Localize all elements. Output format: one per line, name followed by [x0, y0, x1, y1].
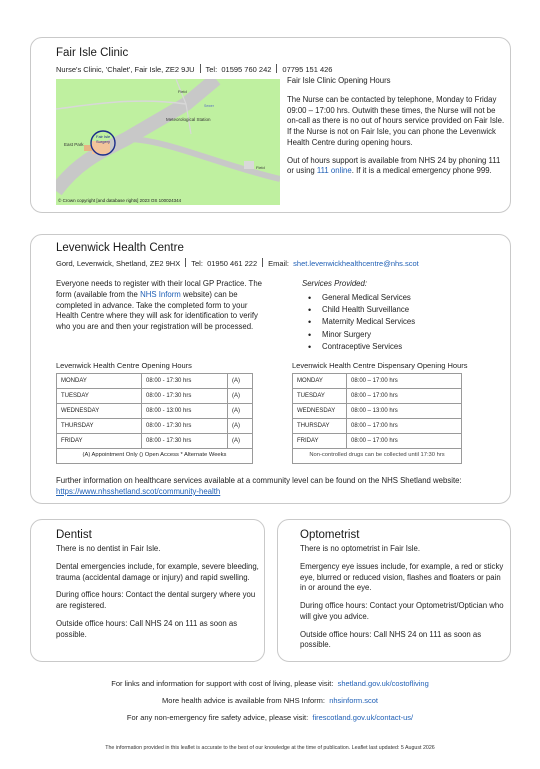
dispensary-note: Non-controlled drugs can be collected until 17:30 hrs [293, 449, 462, 464]
nhs-inform-link[interactable]: NHS Inform [140, 289, 181, 299]
fair-isle-address: Nurse's Clinic, 'Chalet', Fair Isle, ZE2 9JU [56, 65, 195, 74]
map-building [244, 161, 254, 169]
table-cell-day: TUESDAY [57, 389, 142, 404]
optometrist-title: Optometrist [300, 529, 360, 541]
dentist-para: Outside office hours: Call NHS 24 on 111 as soon as possible. [56, 618, 238, 639]
para-text: Everyone needs to register with their local GP Practice. The form (available from the [56, 279, 262, 299]
table-cell-time: 08:00 - 17:30 hrs [142, 419, 228, 434]
dispensary-hours-block [292, 361, 468, 464]
para-text: Out of hours support is available from NHS 24 by phoning 111 or using [287, 155, 501, 176]
table-cell-type: (A) [228, 434, 253, 449]
map-road [56, 79, 216, 191]
dentist-para: There is no dentist in Fair Isle. [56, 544, 161, 553]
footer-text: For links and information for support with cost of living, please visit: [111, 679, 334, 688]
map-graphic [56, 79, 280, 205]
nhsinform-link[interactable]: nhsinform.scot [329, 696, 378, 705]
table-footer-row [57, 449, 253, 464]
levenwick-title: Levenwick Health Centre [56, 242, 184, 254]
levenwick-contact-line [56, 258, 419, 269]
optometrist-body [300, 544, 507, 651]
fair-isle-hours-text [287, 76, 507, 177]
table-cell-day: THURSDAY [293, 419, 347, 434]
table-cell-type: (A) [228, 389, 253, 404]
para-text: website) can be completed in advance. Take the completed form to your Health Centre where they will ask for identification to verify who you are and then your registration will be processed. [56, 289, 258, 331]
dentist-para: During office hours: Contact the dental surgery where you are registered. [56, 590, 256, 610]
divider [276, 64, 277, 73]
table-cell-day: WEDNESDAY [57, 404, 142, 419]
cost-of-living-link[interactable]: shetland.gov.uk/costofliving [337, 679, 429, 688]
table-cell-type: (A) [228, 374, 253, 389]
table-row [293, 389, 462, 404]
fair-isle-hours-heading: Fair Isle Clinic Opening Hours [287, 76, 391, 85]
footer-cost-of-living-line [0, 679, 540, 689]
table-row [57, 404, 253, 419]
service-item: • Contraceptive Services [302, 342, 502, 353]
opening-hours-block [56, 361, 253, 464]
dentist-card [30, 519, 265, 662]
services-section [302, 279, 502, 354]
services-list [302, 293, 502, 353]
table-cell-time: 08:00 – 17:00 hrs [347, 374, 462, 389]
table-cell-time: 08:00 - 17:30 hrs [142, 389, 228, 404]
para-text: Further information on healthcare services available at a community level can be found on the NHS Shetland website: [56, 476, 462, 485]
table-cell-time: 08:00 – 13:00 hrs [347, 404, 462, 419]
map-road [126, 139, 280, 179]
opening-hours-title: Levenwick Health Centre Opening Hours [56, 361, 192, 370]
divider [185, 258, 186, 267]
dispensary-hours-table [292, 373, 462, 464]
map-copyright: © Crown copyright [and database rights] 2023 OS 100024344 [58, 197, 182, 203]
optometrist-para: Outside office hours: Call NHS 24 on 111 as soon as possible. [300, 629, 482, 650]
table-row [57, 434, 253, 449]
table-cell-day: TUESDAY [293, 389, 347, 404]
dentist-title: Dentist [56, 529, 92, 541]
further-info-text [56, 476, 506, 498]
levenwick-email-label: Email: [268, 259, 289, 268]
fair-isle-para-2 [287, 156, 507, 178]
table-cell-day: THURSDAY [57, 419, 142, 434]
table-row [293, 419, 462, 434]
table-cell-time: 08:00 – 17:00 hrs [347, 389, 462, 404]
table-footer-row [293, 449, 462, 464]
table-cell-day: FRIDAY [293, 434, 347, 449]
map-label-east-park: East Park [64, 142, 84, 147]
table-row [293, 374, 462, 389]
fair-isle-tel-label: Tel: [205, 65, 218, 74]
services-heading: Services Provided: [302, 279, 368, 288]
footer-text: For any non-emergency fire safety advice, please visit: [126, 713, 309, 722]
divider [262, 258, 263, 267]
optometrist-card [277, 519, 511, 662]
levenwick-email-link[interactable]: shet.levenwickhealthcentre@nhs.scot [293, 259, 419, 268]
table-row [293, 434, 462, 449]
fair-isle-tel-2: 07795 151 426 [282, 65, 333, 74]
service-item: • General Medical Services [302, 293, 502, 304]
nhs-shetland-community-health-link[interactable]: https://www.nhsshetland.scot/community-health [56, 486, 221, 496]
table-cell-time: 08:00 - 13:00 hrs [142, 404, 228, 419]
footer-disclaimer: The information provided in this leaflet is accurate to the best of our knowledge at the time of publication. Leaflet last updated: 5 August 2026 [105, 745, 435, 751]
dentist-body [56, 544, 261, 640]
service-item: • Minor Surgery [302, 330, 502, 341]
table-cell-day: FRIDAY [57, 434, 142, 449]
map-label-sewer: Sewer [204, 104, 214, 108]
table-cell-type: (A) [228, 419, 253, 434]
service-item: • Maternity Medical Services [302, 317, 502, 328]
footer-text: More health advice is available from NHS Inform: [162, 696, 326, 705]
para-text: . If it is a medical emergency phone 999. [351, 166, 492, 176]
fair-isle-para-1: The Nurse can be contacted by telephone, Monday to Friday 09:00 – 17:00 hrs. Outwith these times, the Nurse will not be on-call as there is no out of hours service provided on Fair Isle. If the Nurse is not on Fair Isle, you can phone the Levenwick Health Centre during opening hours. [287, 94, 505, 147]
fair-isle-map [56, 79, 280, 205]
levenwick-tel: 01950 461 222 [207, 259, 258, 268]
111-online-link[interactable]: 111 online [316, 166, 352, 176]
footer-fire-safety-line [0, 713, 540, 723]
table-cell-day: MONDAY [293, 374, 347, 389]
fair-isle-tel: 01595 760 242 [221, 65, 272, 74]
dispensary-hours-title: Levenwick Health Centre Dispensary Opening Hours [292, 361, 468, 370]
service-item: • Child Health Surveillance [302, 305, 502, 316]
table-cell-type: (A) [228, 404, 253, 419]
opening-hours-table [56, 373, 253, 464]
table-row [57, 374, 253, 389]
levenwick-health-centre-card [30, 234, 511, 504]
divider [200, 64, 201, 73]
fair-isle-clinic-card [30, 37, 511, 213]
table-row [293, 404, 462, 419]
table-cell-time: 08:00 – 17:00 hrs [347, 434, 462, 449]
table-cell-time: 08:00 – 17:00 hrs [347, 419, 462, 434]
table-cell-time: 08:00 - 17:30 hrs [142, 374, 228, 389]
levenwick-address: Gord, Levenwick, Shetland, ZE2 9HX [56, 259, 181, 268]
map-label-surgery: Fair Isle Surgery [96, 134, 111, 144]
footer-nhs-inform-line [0, 696, 540, 706]
opening-hours-key: (A) Appointment Only () Open Access * Alternate Weeks [57, 449, 253, 464]
optometrist-para: During office hours: Contact your Optometrist/Optician who will give you advice. [300, 601, 504, 621]
map-label-field: Field [178, 89, 187, 94]
dentist-para: Dental emergencies include, for example, severe bleeding, trauma (accidental damage or injury) and rapid swelling. [56, 561, 259, 582]
map-label-meteorological-station: Meteorological Station [166, 117, 211, 122]
fire-scotland-link[interactable]: firescotland.gov.uk/contact-us/ [312, 713, 414, 722]
table-cell-day: MONDAY [57, 374, 142, 389]
registration-text [56, 279, 268, 333]
table-row [57, 419, 253, 434]
fair-isle-clinic-title: Fair Isle Clinic [56, 47, 129, 59]
fair-isle-clinic-contact-line [56, 64, 332, 75]
optometrist-para: Emergency eye issues include, for example, a red or sticky eye, blurred or reduced vision, flashes and floaters or pain in or around the eye. [300, 561, 504, 593]
table-row [57, 389, 253, 404]
optometrist-para: There is no optometrist in Fair Isle. [300, 544, 421, 553]
map-label-field: Field [256, 165, 265, 170]
table-cell-day: WEDNESDAY [293, 404, 347, 419]
table-cell-time: 08:00 - 17:30 hrs [142, 434, 228, 449]
levenwick-tel-label: Tel: [191, 259, 203, 268]
